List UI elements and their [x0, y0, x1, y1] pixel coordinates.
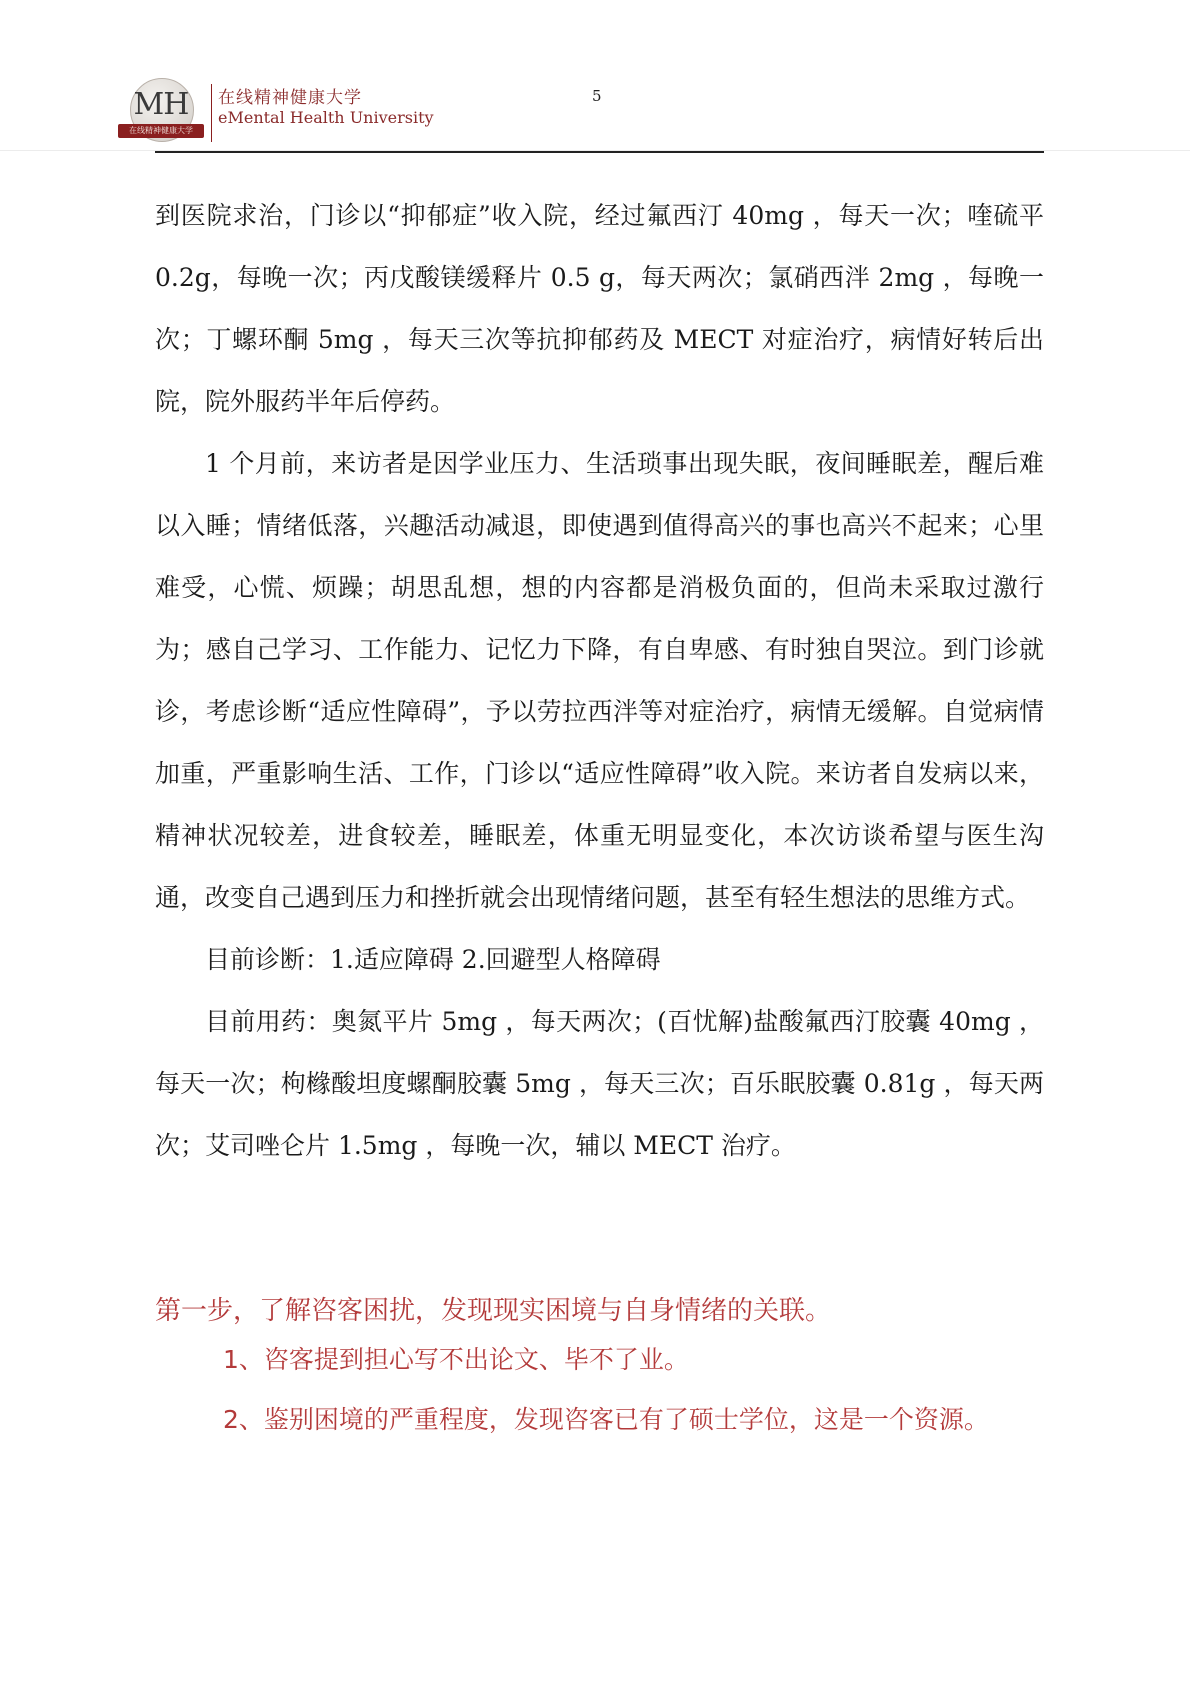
paragraph-diagnosis: 目前诊断：1.适应障碍 2.回避型人格障碍 — [205, 945, 661, 974]
logo-ribbon: 在线精神健康大学 — [118, 124, 204, 138]
note-item-1: 1、咨客提到担心写不出论文、毕不了业。 — [223, 1345, 689, 1374]
counseling-notes — [155, 1290, 1044, 1441]
brand-name-chinese: 在线精神健康大学 — [218, 88, 362, 108]
logo-text: MH — [133, 87, 189, 122]
header-divider — [211, 84, 212, 142]
paragraph-present-illness: 1 个月前，来访者是因学业压力、生活琐事出现失眠，夜间睡眠差，醒后难以入睡；情绪低落，兴趣活动减退，即使遇到值得高兴的事也高兴不起来；心里难受，心慌、烦躁；胡思乱想，想的内容都是消极负面的，但尚未采取过激行为；感自己学习、工作能力、记忆力下降，有自卑感、有时独自哭泣。到门诊就诊，考虑诊断“适应性障碍”，予以劳拉西泮等对症治疗，病情无缓解。自觉病情加重，严重影响生活、工作，门诊以“适应性障碍”收入院。来访者自发病以来，精神状况较差，进食较差，睡眠差，体重无明显变化，本次访谈希望与医生沟通，改变自己遇到压力和挫折就会出现情绪问题，甚至有轻生想法的思维方式。 — [155, 449, 1044, 912]
header-rule — [155, 151, 1044, 153]
note-item-2: 2、鉴别困境的严重程度，发现咨客已有了硕士学位，这是一个资源。 — [223, 1405, 989, 1434]
case-narrative — [155, 185, 1044, 1177]
step-heading: 第一步，了解咨客困扰，发现现实困境与自身情绪的关联。 — [155, 1296, 832, 1326]
page-number: 5 — [592, 87, 602, 105]
brand-name-english: eMental Health University — [218, 108, 434, 127]
page-header — [0, 0, 1190, 160]
university-logo — [118, 78, 204, 152]
paragraph-treatment-history: 到医院求治，门诊以“抑郁症”收入院，经过氟西汀 40mg ，每天一次；喹硫平 0.2g，每晚一次；丙戊酸镁缓释片 0.5 g，每天两次；氯硝西泮 2mg ，每晚一次；丁螺环酮 5mg ，每天三次等抗抑郁药及 MECT 对症治疗，病情好转后出院，院外服药半年后停药。 — [155, 201, 1044, 416]
paragraph-medication: 目前用药：奥氮平片 5mg ，每天两次；(百忧解)盐酸氟西汀胶囊 40mg ，每天一次；枸橼酸坦度螺酮胶囊 5mg ，每天三次；百乐眠胶囊 0.81g ，每天两次；艾司唑仑片 1.5mg ，每晚一次，辅以 MECT 治疗。 — [155, 1007, 1044, 1160]
